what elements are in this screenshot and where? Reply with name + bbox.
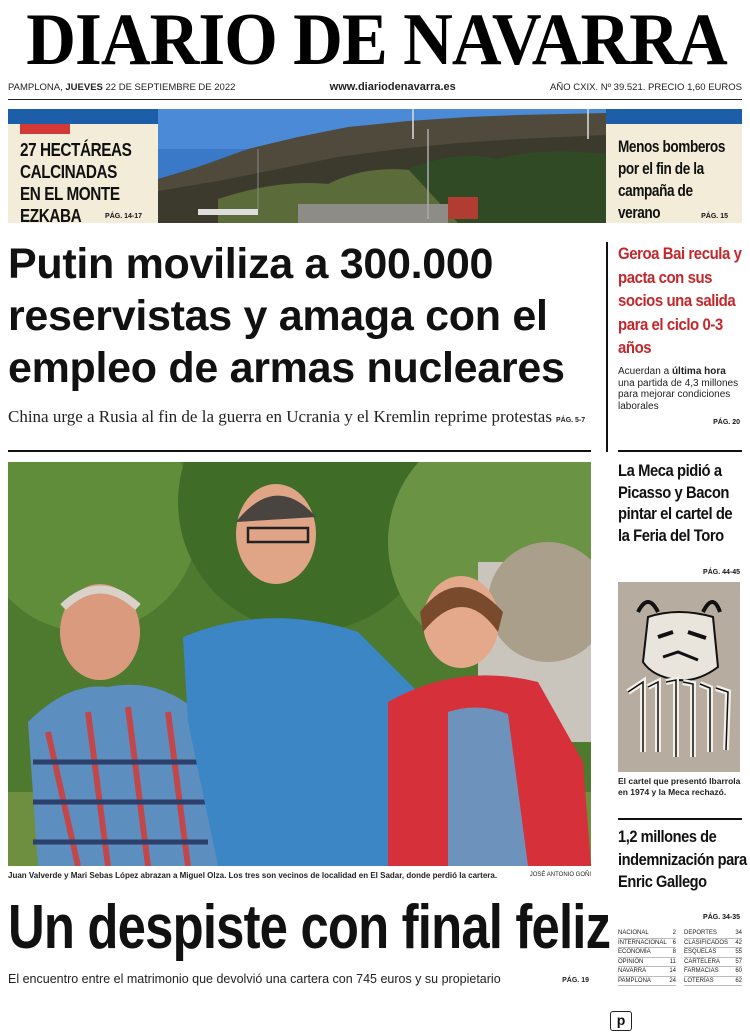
index-row[interactable]: INTERNACIONAL 6 <box>618 939 676 949</box>
sidebar-divider <box>606 242 608 452</box>
meca-caption: El cartel que presentó Ibarrola en 1974 y la Meca rechazó. <box>618 776 741 797</box>
lead-page: PÁG. 5-7 <box>555 417 586 424</box>
index-row[interactable]: ESQUELAS 55 <box>684 948 742 958</box>
index-row[interactable]: CARTELERA 57 <box>684 958 742 968</box>
teaser-blue-bar <box>8 109 158 124</box>
teaser-ezkaba-title: 27 HECTÁREAS CALCINADAS EN EL MONTE EZKABA <box>20 140 132 226</box>
geroa-headline[interactable]: Geroa Bai recula y pacta con sus socios una salida para el ciclo 0-3 años <box>618 244 742 357</box>
burned-hillside-image <box>158 109 606 223</box>
geroa-body: Acuerdan a última hora una partida de 4,3 millones para mejorar condiciones laborales <box>618 366 739 412</box>
sidebar-divider-2 <box>618 818 742 820</box>
teaser-bomberos[interactable] <box>606 109 742 223</box>
teaser-blue-bar-right <box>606 109 742 124</box>
teaser-ezkaba-page: PÁG. 14-17 <box>105 213 142 220</box>
masthead-title: DIARIO DE NAVARRA <box>26 0 727 81</box>
feria-poster-image <box>618 582 740 772</box>
ezkaba-fire-photo <box>158 109 606 223</box>
dateline <box>8 80 742 94</box>
index-row[interactable]: FARMACIAS 60 <box>684 967 742 977</box>
index-row[interactable]: CLASIFICADOS 42 <box>684 939 742 949</box>
dateline-date: PAMPLONA, JUEVES 22 DE SEPTIEMBRE DE 2022 <box>8 81 236 93</box>
index-row[interactable]: PAMPLONA 24 <box>618 977 676 987</box>
index-col-left <box>618 929 676 986</box>
lead-divider <box>8 450 591 452</box>
issue-info: AÑO CXIX. Nº 39.521. PRECIO 1,60 EUROS <box>550 81 742 93</box>
index-row[interactable]: OPINIÓN 11 <box>618 958 676 968</box>
teaser-bomberos-page: PÁG. 15 <box>701 213 728 220</box>
index-row[interactable]: LOTERÍAS 62 <box>684 977 742 987</box>
gallego-headline[interactable]: 1,2 millones de indemnización para Enric Gallego <box>618 827 747 891</box>
meca-page: PÁG. 44-45 <box>703 569 740 576</box>
website-link[interactable]: www.diariodenavarra.es <box>329 81 456 93</box>
three-neighbors-photo <box>8 462 591 866</box>
index-col-right <box>684 929 742 986</box>
photo-story-page: PÁG. 19 <box>562 977 589 984</box>
photo-story-headline[interactable]: Un despiste con final feliz <box>8 893 611 962</box>
index-row[interactable]: DEPORTES 34 <box>684 929 742 939</box>
photo-caption: Juan Valverde y Mari Sebas López abrazan a Miguel Olza. Los tres son vecinos de localidad en El Sadar, donde perdió la cartera. JOSÉ ANTONIO GOÑI <box>8 871 591 880</box>
lead-headline[interactable]: Putin moviliza a 300.000 reservistas y amaga con el empleo de armas nucleares <box>8 240 565 392</box>
lead-subhead: China urge a Rusia al fin de la guerra en Ucrania y el Kremlin reprime protestas PÁG. 5-7 <box>8 407 586 426</box>
index-row[interactable]: ECONOMÍA 8 <box>618 948 676 958</box>
top-divider <box>8 99 742 100</box>
teaser-ezkaba[interactable] <box>8 109 158 226</box>
meca-headline[interactable]: La Meca pidió a Picasso y Bacon pintar el cartel de la Feria del Toro <box>618 461 733 545</box>
parking-logo-icon: p <box>610 1011 632 1031</box>
gallego-page: PÁG. 34-35 <box>703 914 740 921</box>
sidebar-divider-1 <box>618 450 742 452</box>
section-index <box>618 929 742 986</box>
index-row[interactable]: NACIONAL 2 <box>618 929 676 939</box>
teaser-bomberos-title: Menos bomberos por el fin de la campaña de verano <box>618 137 725 222</box>
photo-story-subhead: El encuentro entre el matrimonio que devolvió una cartera con 745 euros y su propietario PÁG. 19 <box>8 972 589 986</box>
bull-poster-drawing <box>618 582 740 772</box>
main-photo <box>8 462 591 866</box>
photo-credit: JOSÉ ANTONIO GOÑI <box>529 872 591 878</box>
teaser-red-tag <box>20 124 70 134</box>
index-row[interactable]: NAVARRA 14 <box>618 967 676 977</box>
geroa-page: PÁG. 20 <box>713 419 740 426</box>
